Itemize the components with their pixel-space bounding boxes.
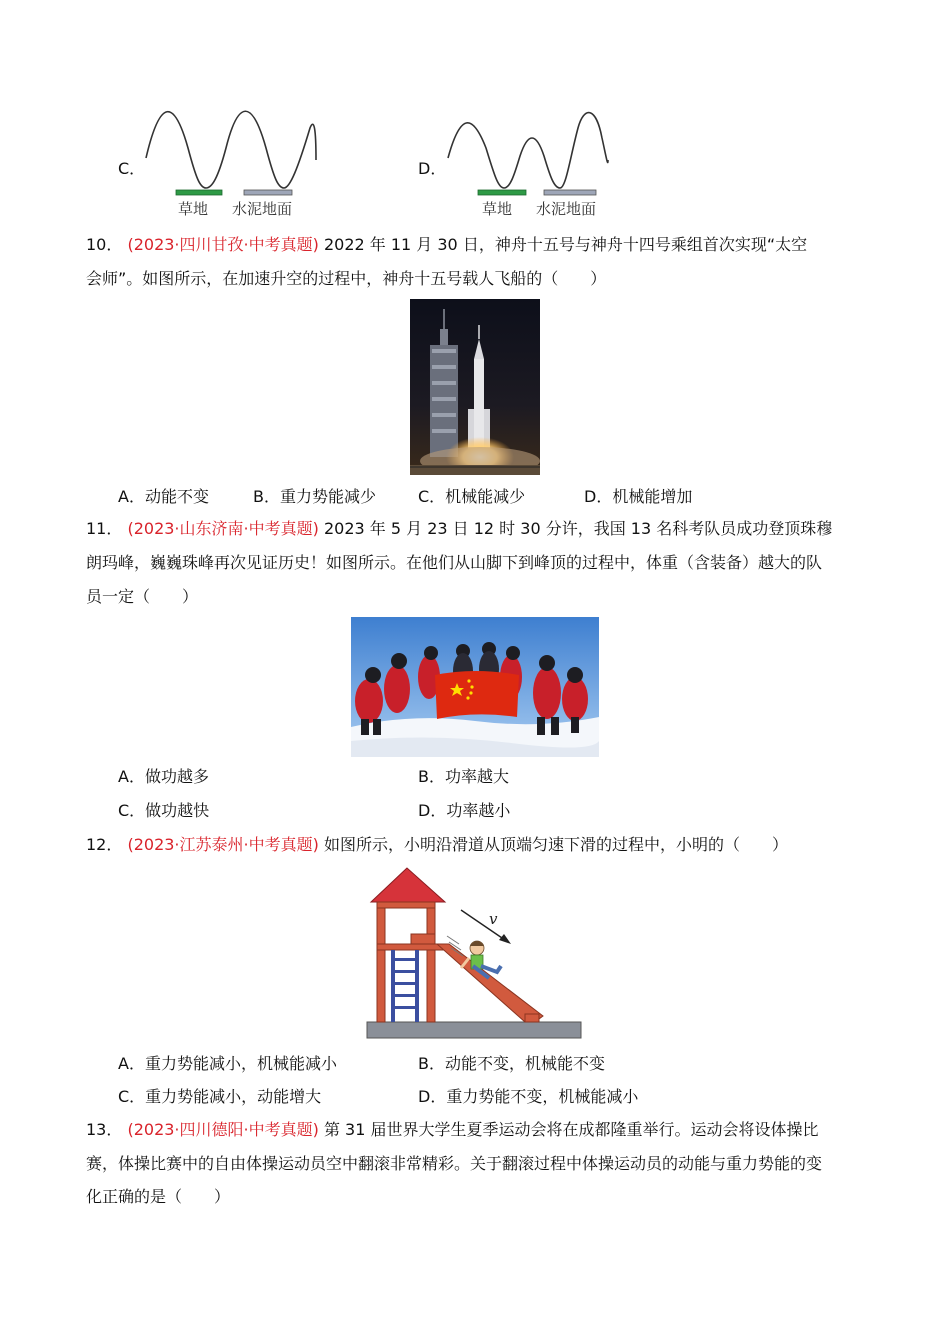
q11-option-a: A．做功越多	[118, 767, 209, 786]
q13-text-2: 赛，体操比赛中的自由体操运动员空中翻滚非常精彩。关于翻滚过程中体操运动员的动能与重力势能的变	[86, 1154, 823, 1173]
q10-rocket-photo	[410, 299, 540, 475]
q10-option-b: B．重力势能减少	[253, 487, 376, 506]
q9-option-d-diagram	[440, 108, 630, 220]
q10-text-2: 会师”。如图所示，在加速升空的过程中，神舟十五号载人飞船的（ ）	[86, 269, 607, 288]
q11-option-c: C．做功越快	[118, 801, 210, 820]
q12-slide-diagram	[365, 866, 585, 1042]
cement-strip	[544, 190, 596, 195]
q11-option-d: D．功率越小	[418, 801, 511, 820]
q10-option-d: D．机械能增加	[584, 487, 693, 506]
q11-number: 11．	[86, 519, 123, 538]
q11-text-2: 朗玛峰，巍巍珠峰再次见证历史！如图所示。在他们从山脚下到峰顶的过程中，体重（含装备）越大的队	[86, 553, 823, 572]
q13-line-1	[86, 1119, 819, 1141]
q10-line-1	[86, 234, 807, 256]
cement-strip	[244, 190, 292, 195]
q10-number: 10．	[86, 235, 123, 254]
q11-text-3: 员一定（ ）	[86, 587, 199, 606]
q13-text-1: 第 31 届世界大学生夏季运动会将在成都隆重举行。运动会将设体操比	[323, 1120, 819, 1139]
cement-caption: 水泥地面	[232, 200, 293, 218]
q12-line-1	[86, 834, 788, 856]
q10-option-c: C．机械能减少	[418, 487, 526, 506]
q12-option-c: C．重力势能减小，动能增大	[118, 1087, 322, 1106]
grass-strip	[478, 190, 526, 195]
q11-text-1: 2023 年 5 月 23 日 12 时 30 分许，我国 13 名科考队员成功登顶珠穆	[323, 519, 833, 538]
q12-option-b: B．动能不变，机械能不变	[418, 1054, 605, 1073]
q12-source: (2023·江苏泰州·中考真题)	[127, 835, 319, 854]
q13-source: (2023·四川德阳·中考真题)	[127, 1120, 319, 1139]
q13-number: 13．	[86, 1120, 123, 1139]
q9-option-d-label: D．	[418, 159, 447, 178]
q9-option-c-diagram	[140, 108, 330, 220]
q11-source: (2023·山东济南·中考真题)	[127, 519, 319, 538]
q12-option-a: A．重力势能减小，机械能减小	[118, 1054, 337, 1073]
q10-text-1: 2022 年 11 月 30 日，神舟十五号与神舟十四号乘组首次实现“太空	[323, 235, 808, 254]
grass-caption: 草地	[178, 200, 209, 218]
q11-option-b: B．功率越大	[418, 767, 509, 786]
q10-option-a: A．动能不变	[118, 487, 209, 506]
q9-option-c-label: C．	[118, 159, 146, 178]
grass-strip	[176, 190, 222, 195]
velocity-label: v	[489, 910, 498, 928]
q13-text-3: 化正确的是（ ）	[86, 1187, 231, 1206]
cement-caption: 水泥地面	[536, 200, 597, 218]
q12-number: 12．	[86, 835, 123, 854]
q11-line-1	[86, 518, 832, 540]
grass-caption: 草地	[482, 200, 513, 218]
q12-option-d: D．重力势能不变，机械能减小	[418, 1087, 639, 1106]
q12-text-1: 如图所示，小明沿滑道从顶端匀速下滑的过程中，小明的（ ）	[323, 835, 788, 854]
q11-summit-photo	[351, 617, 599, 757]
q10-source: (2023·四川甘孜·中考真题)	[127, 235, 319, 254]
